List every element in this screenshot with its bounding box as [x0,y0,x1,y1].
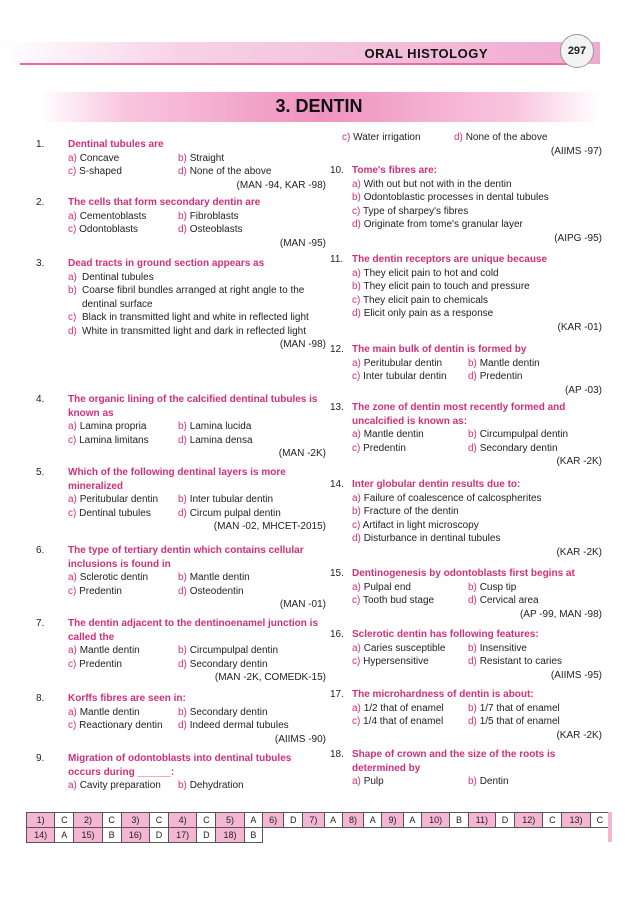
answer-letter: D [496,813,515,828]
answer-letter: D [149,828,168,843]
answer-number: 12) [515,813,543,828]
answer-number: 14) [27,828,55,843]
answer-number: 2) [74,813,102,828]
question-15: 15. Dentinogenesis by odontoblasts first begins at a) Pulpal end b) Cusp tip c) Tooth bud stage d) Cervical area (AP -99, MAN -98) [330,568,602,620]
answer-letter: B [244,828,262,843]
answer-key-table [26,812,610,843]
question-7: 7. The dentin adjacent to the dentinoenamel junction is called the a) Mantle dentin b) Circumpulpal dentin c) Predentin d) Secondary dentin (MAN -2K, COMEDK-15) [36,618,326,683]
answer-number: 6) [263,813,284,828]
answer-number: 8) [342,813,363,828]
answer-letter: A [403,813,421,828]
question-1: 1. Dentinal tubules are a) Concave b) Straight c) S-shaped d) None of the above (MAN -94, KAR -98) [36,139,326,191]
answer-letter: C [149,813,168,828]
question-13: 13. The zone of dentin most recently formed and uncalcified is known as: a) Mantle dentin b) Circumpulpal dentin c) Predentin d) Secondary dentin (KAR -2K) [330,402,602,467]
question-18: 18. Shape of crown and the size of the roots is determined by a) Pulp b) Dentin [330,749,556,787]
answer-number: 7) [303,813,324,828]
answer-letter: C [102,813,121,828]
answer-letter: C [197,813,216,828]
answer-letter: D [284,813,303,828]
answer-key-edge [608,812,612,842]
answer-number: 9) [382,813,403,828]
answer-letter: C [55,813,74,828]
answer-number: 10) [422,813,450,828]
question-12: 12. The main bulk of dentin is formed by a) Peritubular dentin b) Mantle dentin c) Inter tubular dentin d) Predentin (AP -03) [330,344,602,396]
answer-number: 5) [216,813,244,828]
answer-number: 17) [169,828,197,843]
question-10: 10. Tome's fibres are: a) With out but not with in the dentin b) Odontoblastic processes in dental tubules c) Type of sharpey's fibres d) Originate from tome's granular layer (AIPG -95) [330,165,602,244]
question-4: 4. The organic lining of the calcified dentinal tubules is known as a) Lamina propria b) Lamina lucida c) Lamina limitans d) Lamina densa (MAN -2K) [36,394,326,459]
answer-letter: C [590,813,609,828]
answer-number: 13) [562,813,590,828]
page-number: 297 [560,34,594,68]
question-text: Dentinal tubules are [68,139,164,150]
chapter-title: 3. DENTIN [275,96,363,116]
answer-number: 3) [121,813,149,828]
answer-number: 18) [216,828,244,843]
question-9: 9. Migration of odontoblasts into dentinal tubules occurs during ______: a) Cavity preparation b) Dehydration [36,753,292,791]
answer-letter: A [364,813,382,828]
answer-letter: B [450,813,468,828]
answer-key-row [27,828,610,843]
question-14: 14. Inter globular dentin results due to: a) Failure of coalescence of calcospherites b) Fracture of the dentin c) Artifact in light microscopy d) Disturbance in dentinal tubules (KAR -2K) [330,479,602,558]
question-9-continued: c) Water irrigation d) None of the above (AIIMS -97) [342,132,602,157]
answer-number: 1) [27,813,55,828]
answer-letter: A [55,828,74,843]
answer-letter: B [102,828,121,843]
question-8: 8. Korffs fibres are seen in: a) Mantle dentin b) Secondary dentin c) Reactionary dentin d) Indeed dermal tubules (AIIMS -90) [36,693,326,745]
answer-letter: A [324,813,342,828]
question-6: 6. The type of tertiary dentin which contains cellular inclusions is found in a) Sclerotic dentin b) Mantle dentin c) Predentin d) Osteodentin (MAN -01) [36,545,326,610]
question-3: 3. Dead tracts in ground section appears as a) Dentinal tubules b) Coarse fibril bundles arranged at right angle to the dentinal surface c) Black in transmitted light and white in reflected light d) White in transmitted light and dark in reflected light (MAN -98) [36,258,326,350]
answer-letter: A [244,813,262,828]
question-11: 11. The dentin receptors are unique because a) They elicit pain to hot and cold b) They elicit pain to touch and pressure c) They elicit pain to chemicals d) Elicit only pain as a response (KAR -01) [330,254,602,333]
header-band [0,42,600,64]
answer-number: 15) [74,828,102,843]
header-rule [20,63,575,65]
running-header: ORAL HISTOLOGY [364,46,488,61]
answer-letter: D [197,828,216,843]
question-2: 2. The cells that form secondary dentin are a) Cementoblasts b) Fibroblasts c) Odontoblasts d) Osteoblasts (MAN -95) [36,197,326,249]
answer-number: 16) [121,828,149,843]
answer-letter: C [543,813,562,828]
question-5: 5. Which of the following dentinal layers is more mineralized a) Peritubular dentin b) Inter tubular dentin c) Dentinal tubules d) Circum pulpal dentin (MAN -02, MHCET-2015) [36,467,326,532]
question-16: 16. Sclerotic dentin has following features: a) Caries susceptible b) Insensitive c) Hypersensitive d) Resistant to caries (AIIMS -95) [330,629,602,681]
answer-number: 11) [468,813,495,828]
question-17: 17. The microhardness of dentin is about: a) 1/2 that of enamel b) 1/7 that of enamel c) 1/4 that of enamel d) 1/5 that of enamel (KAR -2K) [330,689,602,741]
answer-key-row [27,813,610,828]
answer-number: 4) [169,813,197,828]
